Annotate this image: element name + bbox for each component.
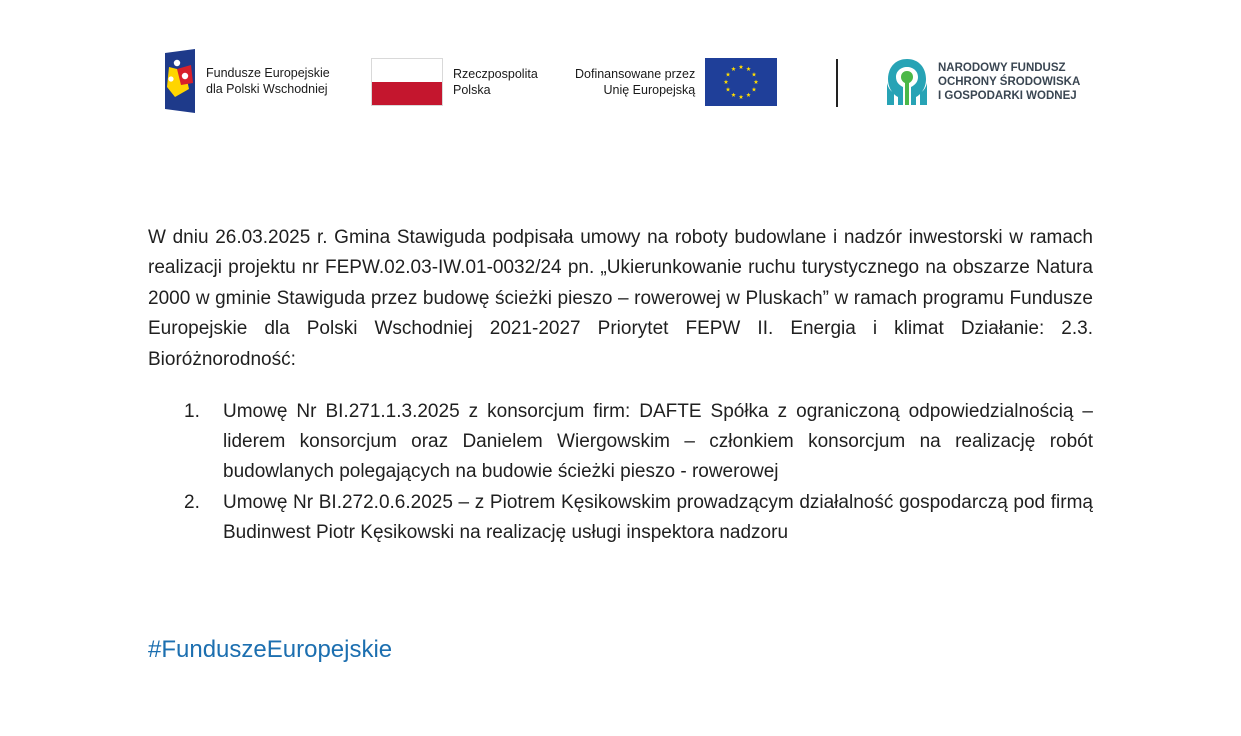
list-item xyxy=(148,397,1093,488)
list-item xyxy=(148,488,1093,548)
rp-logo xyxy=(371,58,538,106)
rp-logo-line1: Rzeczpospolita xyxy=(453,67,538,81)
eu-flag-icon xyxy=(705,58,777,106)
nfosigw-logo-line1: NARODOWY FUNDUSZ xyxy=(938,62,1066,74)
rp-logo-line2: Polska xyxy=(453,83,491,97)
logo-bar xyxy=(163,48,1083,114)
fe-logo-text xyxy=(206,65,330,97)
announcement-body xyxy=(148,223,1093,548)
nfosigw-logo-line2: OCHRONY ŚRODOWISKA xyxy=(938,76,1081,88)
eu-logo-line1: Dofinansowane przez xyxy=(575,67,696,81)
hashtag-link[interactable]: #FunduszeEuropejskie xyxy=(148,636,393,663)
eu-logo-text xyxy=(575,66,695,98)
eu-logo-line2: Unię Europejską xyxy=(603,83,696,97)
rp-logo-text xyxy=(453,66,538,98)
contract-list xyxy=(148,397,1093,548)
intro-paragraph: W dniu 26.03.2025 r. Gmina Stawiguda podpisała umowy na roboty budowlane i nadzór inwestorski w ramach realizacji projektu nr FEPW.02.03-IW.01-0032/24 pn. „Ukierunkowanie ruchu turystycznego na obszarze Natura 2000 w gminie Stawiguda przez budowę ścieżki pieszo – rowerowej w Pluskach” w ramach programu Fundusze Europejskie dla Polski Wschodniej 2021-2027 Priorytet FEPW II. Energia i klimat Działanie: 2.3. Bioróżnorodność: xyxy=(148,227,1093,370)
polish-flag-icon xyxy=(371,58,443,106)
nfosigw-logo-icon xyxy=(885,57,929,107)
eu-logo xyxy=(575,58,777,106)
fe-logo-icon xyxy=(163,49,197,113)
nfosigw-logo-text xyxy=(938,61,1080,103)
list-item-number: 2. xyxy=(184,491,200,513)
nfosigw-logo xyxy=(885,57,1080,107)
fe-logo xyxy=(163,48,330,114)
logo-divider xyxy=(836,59,838,107)
list-item-number: 1. xyxy=(184,401,200,423)
list-item-text: Umowę Nr BI.271.1.3.2025 z konsorcjum firm: DAFTE Spółka z ograniczoną odpowiedzialnością – liderem konsorcjum oraz Danielem Wiergowskim – członkiem konsorcjum na realizację robót budowlanych polegających na budowie ścieżki pieszo - rowerowej xyxy=(223,401,1093,483)
fe-logo-line1: Fundusze Europejskie xyxy=(206,66,330,80)
fe-logo-line2: dla Polski Wschodniej xyxy=(206,82,328,96)
list-item-text: Umowę Nr BI.272.0.6.2025 – z Piotrem Kęsikowskim prowadzącym działalność gospodarczą pod firmą Budinwest Piotr Kęsikowski na realizację usługi inspektora nadzoru xyxy=(223,491,1093,543)
nfosigw-logo-line3: I GOSPODARKI WODNEJ xyxy=(938,90,1077,102)
